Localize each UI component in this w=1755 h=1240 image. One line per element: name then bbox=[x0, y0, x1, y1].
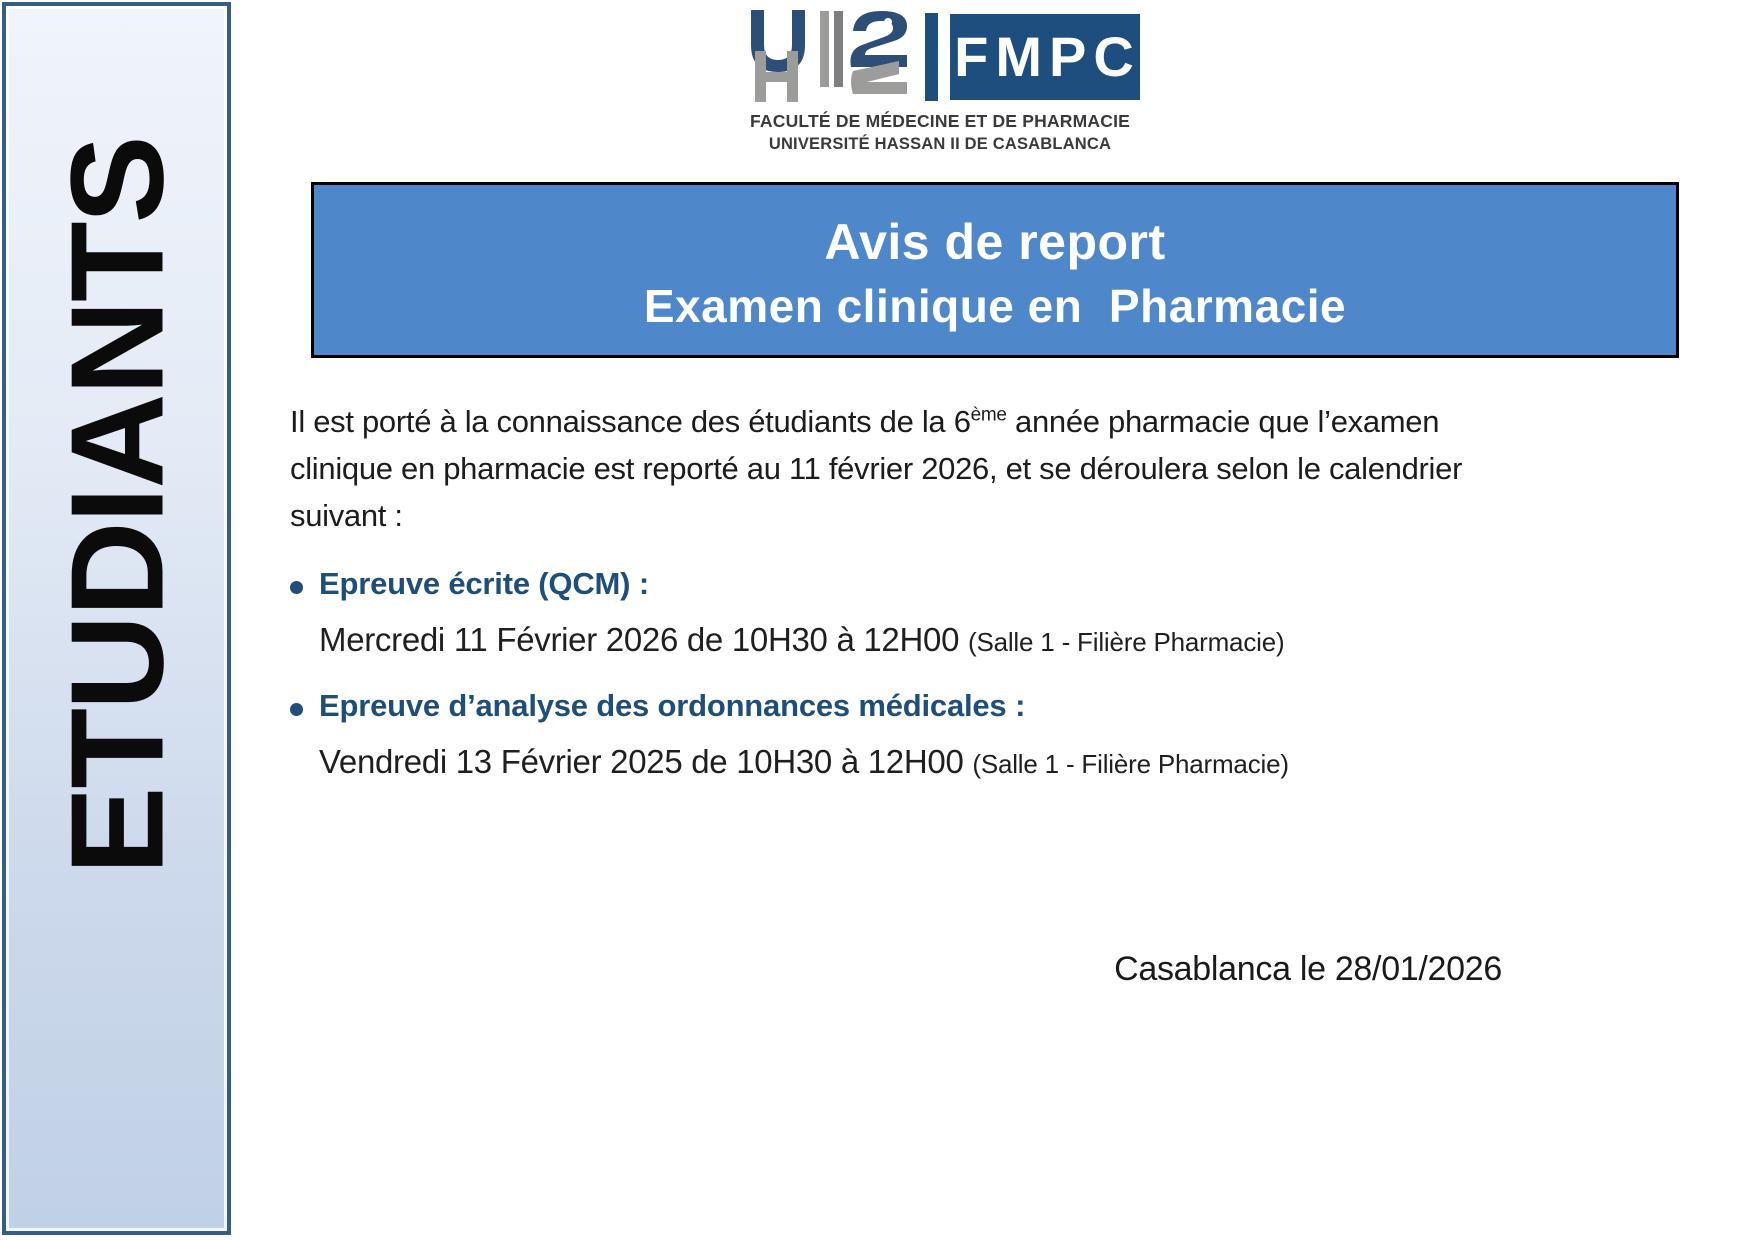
intro-line1-start: Il est porté à la connaissance des étudiants de la 6 bbox=[290, 404, 971, 439]
exam-schedule-list bbox=[290, 560, 1525, 804]
bullet-dot-icon bbox=[290, 581, 303, 594]
exam-datetime: Mercredi 11 Février 2026 de 10H30 à 12H00 bbox=[319, 621, 968, 658]
place-date-line: Casablanca le 28/01/2026 bbox=[1114, 950, 1502, 988]
exam-label-colon: : bbox=[1006, 688, 1026, 723]
sidebar-vertical-label: ETUDIANTS bbox=[43, 137, 190, 875]
university-name: UNIVERSITÉ HASSAN II DE CASABLANCA bbox=[768, 135, 1112, 153]
exam-item-detail bbox=[319, 615, 1525, 672]
notice-title-banner bbox=[311, 182, 1679, 358]
exam-datetime: Vendredi 13 Février 2025 de 10H30 à 12H00 bbox=[319, 743, 973, 780]
intro-paragraph bbox=[290, 398, 1525, 539]
exam-item-label bbox=[319, 560, 649, 614]
exam-label-text: Epreuve écrite (QCM) bbox=[319, 566, 631, 601]
exam-item-detail bbox=[319, 737, 1525, 794]
exam-item-written bbox=[290, 560, 1525, 672]
uh2c-university-emblem-icon bbox=[741, 9, 913, 104]
exam-item-prescriptions bbox=[290, 682, 1525, 794]
exam-label-colon: : bbox=[630, 566, 650, 601]
notice-subtitle: Examen clinique en Pharmacie bbox=[643, 280, 1347, 332]
students-sidebar bbox=[2, 2, 231, 1235]
fmpc-acronym: FMPC bbox=[954, 25, 1141, 88]
exam-item-label bbox=[319, 682, 1025, 736]
exam-item-label-row bbox=[290, 682, 1525, 736]
intro-line3: suivant : bbox=[290, 498, 403, 533]
bullet-dot-icon bbox=[290, 703, 303, 716]
intro-line1-end: année pharmacie que l’examen bbox=[1006, 404, 1440, 439]
intro-line2: clinique en pharmacie est reporté au 11 février 2026, et se déroulera selon le calendrier bbox=[290, 451, 1463, 486]
notice-title: Avis de report bbox=[824, 214, 1166, 270]
logo-separator-bar bbox=[925, 13, 938, 101]
fmpc-logo-header bbox=[660, 8, 1220, 154]
exam-label-text: Epreuve d’analyse des ordonnances médicales bbox=[319, 688, 1007, 723]
exam-room: (Salle 1 - Filière Pharmacie) bbox=[972, 749, 1289, 779]
fmpc-acronym-box bbox=[950, 14, 1140, 100]
exam-room: (Salle 1 - Filière Pharmacie) bbox=[968, 627, 1285, 657]
faculty-name: FACULTÉ DE MÉDECINE ET DE PHARMACIE bbox=[749, 111, 1131, 131]
exam-item-label-row bbox=[290, 560, 1525, 614]
logo-row bbox=[660, 8, 1220, 105]
intro-superscript: ème bbox=[970, 404, 1007, 426]
